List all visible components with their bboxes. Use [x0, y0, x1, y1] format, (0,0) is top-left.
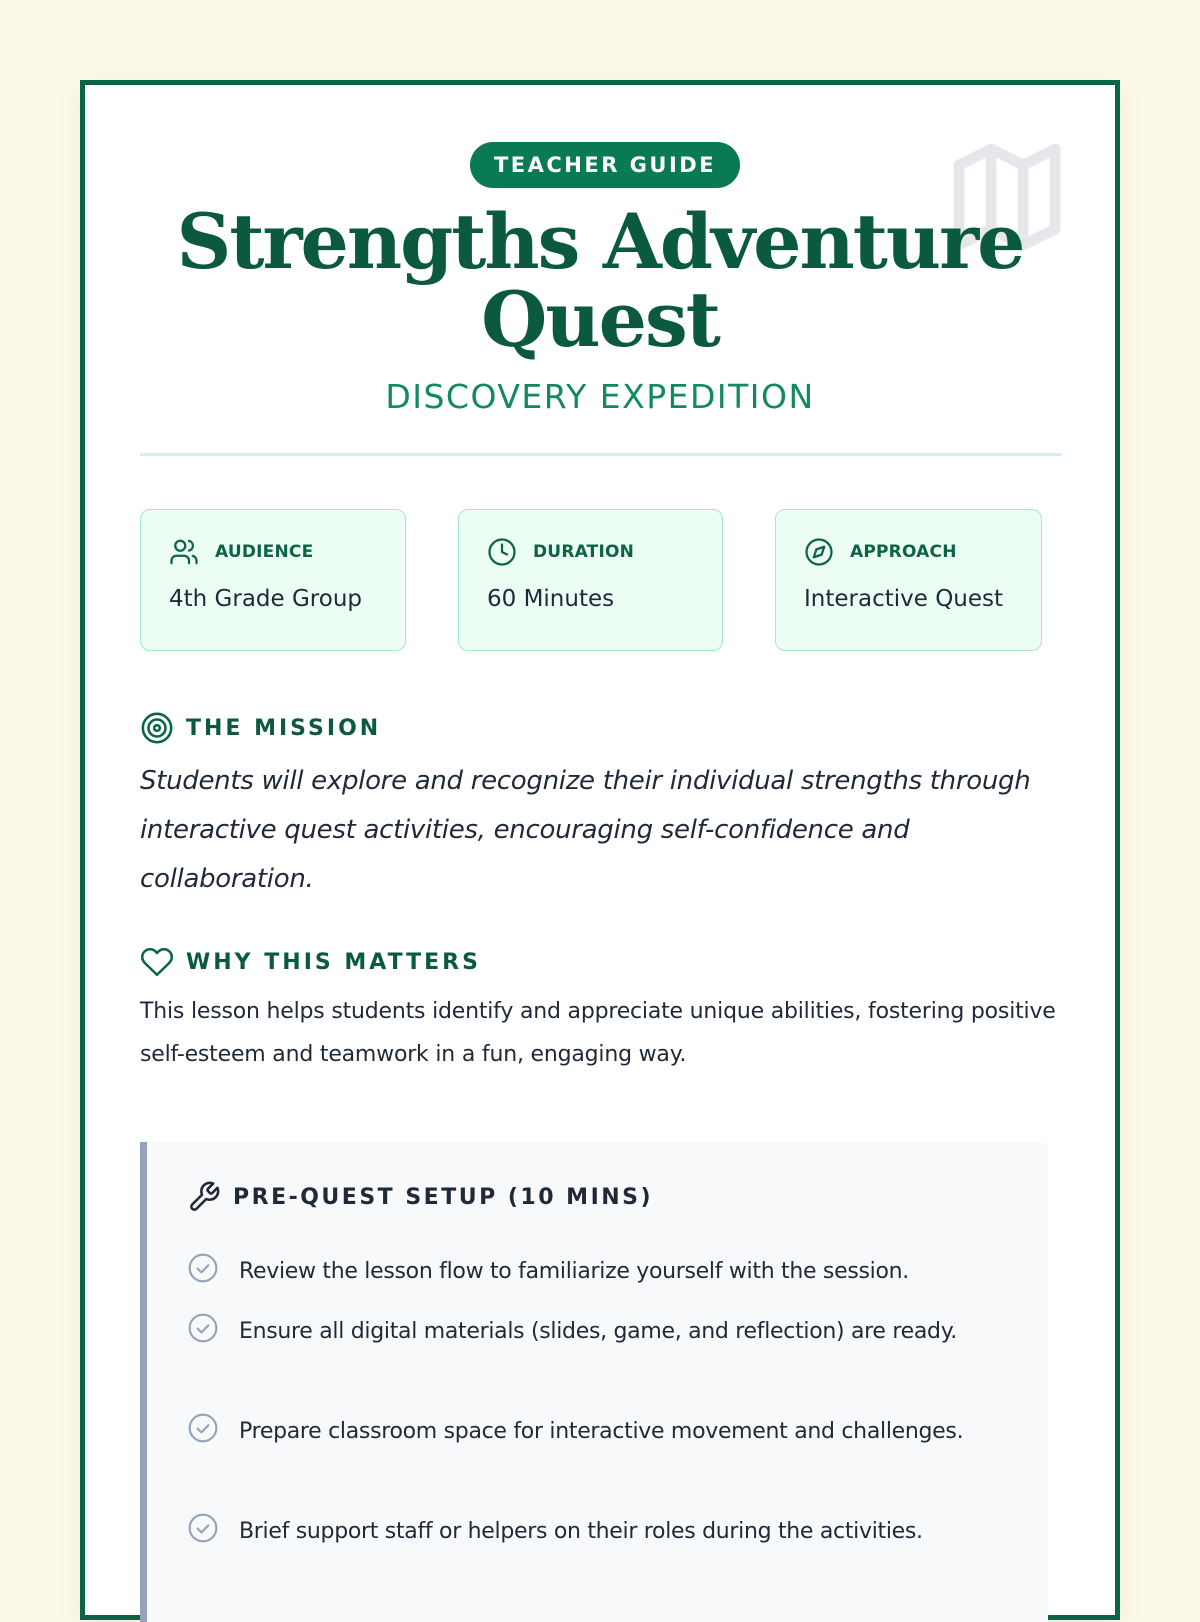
- info-label: APPROACH: [850, 542, 957, 562]
- info-card-approach: [775, 509, 1042, 651]
- users-icon: [169, 537, 199, 567]
- info-card-audience: [140, 509, 406, 651]
- page-title: Strengths Adventure Quest: [176, 197, 1024, 364]
- page-subtitle: DISCOVERY EXPEDITION: [385, 377, 815, 416]
- info-value: 4th Grade Group: [169, 586, 362, 612]
- teacher-guide-badge: TEACHER GUIDE: [470, 142, 740, 188]
- why-heading: [140, 945, 481, 979]
- setup-panel: [140, 1142, 1048, 1622]
- check-circle-icon: [187, 1312, 219, 1344]
- setup-title: PRE-QUEST SETUP (10 MINS): [233, 1184, 654, 1210]
- info-label: AUDIENCE: [215, 542, 314, 562]
- info-value: 60 Minutes: [487, 586, 615, 612]
- wrench-icon: [187, 1180, 221, 1214]
- compass-icon: [804, 537, 834, 567]
- teacher-guide-card: [80, 80, 1120, 1620]
- info-label: DURATION: [533, 542, 635, 562]
- heart-icon: [140, 945, 174, 979]
- setup-item-text: Review the lesson flow to familiarize yourself with the session.: [239, 1259, 909, 1284]
- why-text: This lesson helps students identify and appreciate unique abilities, fostering positive self-esteem and teamwork in a fun, engaging way.: [140, 999, 1056, 1067]
- check-circle-icon: [187, 1412, 219, 1444]
- info-value: Interactive Quest: [804, 586, 1004, 612]
- check-circle-icon: [187, 1252, 219, 1284]
- setup-heading: [187, 1180, 653, 1214]
- section-title: THE MISSION: [186, 715, 382, 741]
- header-divider: [140, 453, 1062, 456]
- section-title: WHY THIS MATTERS: [186, 949, 481, 975]
- check-circle-icon: [187, 1512, 219, 1544]
- mission-heading: [140, 711, 381, 745]
- setup-item-text: Brief support staff or helpers on their roles during the activities.: [239, 1519, 923, 1544]
- mission-text: Students will explore and recognize their individual strengths through interactive quest activities, encouraging self-confidence and collaboration.: [140, 766, 1031, 894]
- setup-item-text: Ensure all digital materials (slides, game, and reflection) are ready.: [239, 1319, 957, 1344]
- info-card-duration: [458, 509, 723, 651]
- target-icon: [140, 711, 174, 745]
- clock-icon: [487, 537, 517, 567]
- setup-item-text: Prepare classroom space for interactive movement and challenges.: [239, 1419, 964, 1444]
